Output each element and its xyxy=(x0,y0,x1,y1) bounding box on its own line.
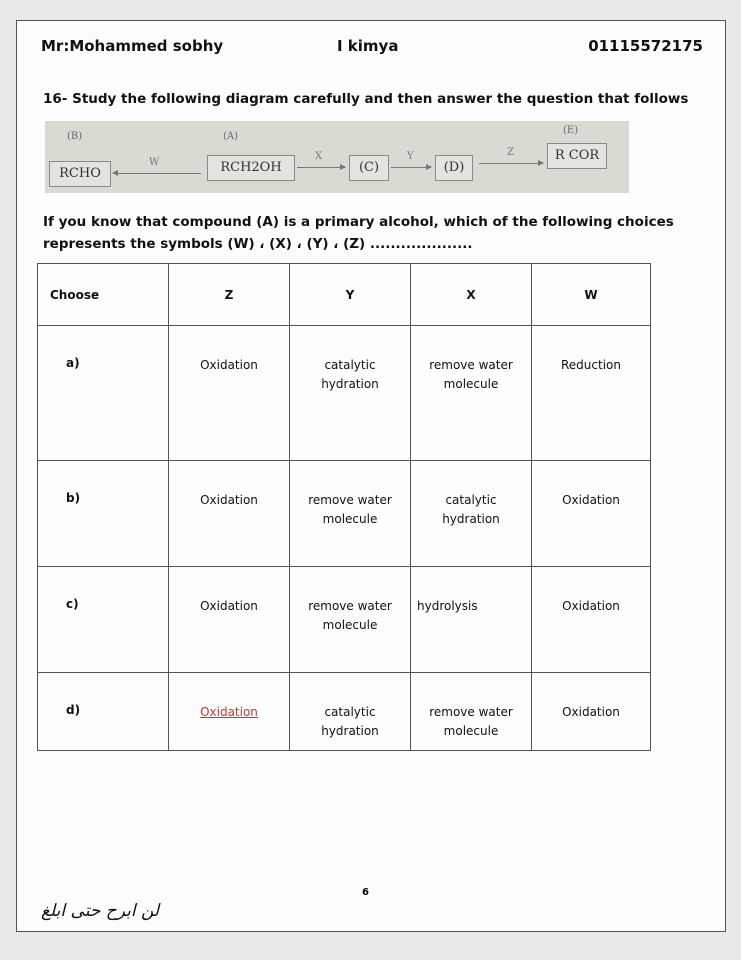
diagram-arrow-y xyxy=(391,167,431,168)
diagram-label-e: (E) xyxy=(563,125,579,136)
header-w: W xyxy=(532,264,651,326)
header-x: X xyxy=(411,264,532,326)
diagram-box-a: RCH2OH xyxy=(207,155,295,181)
choice-y-line2: hydration xyxy=(321,724,379,738)
choice-w: Oxidation xyxy=(562,705,620,719)
diagram-arrow-x xyxy=(297,167,345,168)
choice-x-line1: hydrolysis xyxy=(417,599,478,613)
choice-y-line2: molecule xyxy=(322,512,378,526)
question-statement-line-1: If you know that compound (A) is a primary alcohol, which of the following choices xyxy=(43,214,674,230)
choice-row-c[interactable] xyxy=(38,567,651,673)
choice-w: Reduction xyxy=(561,358,621,372)
choice-x-line2: hydration xyxy=(442,512,500,526)
diagram-label-b: (B) xyxy=(67,131,83,142)
worksheet-page xyxy=(16,20,726,932)
phone-number: 01115572175 xyxy=(588,37,703,55)
header-z: Z xyxy=(169,264,290,326)
choice-x-line2: molecule xyxy=(443,377,499,391)
diagram-arrow-y-label: Y xyxy=(407,151,414,162)
signature-text: لن ابرح حتى ابلغ xyxy=(41,901,160,921)
choice-label: d) xyxy=(38,673,169,751)
diagram-box-d: (D) xyxy=(435,155,473,181)
table-header-row xyxy=(38,264,651,326)
choice-y-line1: catalytic xyxy=(324,358,376,372)
diagram-arrow-w-label: W xyxy=(149,157,160,168)
answer-choices-table xyxy=(37,263,651,751)
question-statement xyxy=(43,211,683,255)
choice-label: c) xyxy=(38,567,169,673)
choice-w: Oxidation xyxy=(562,599,620,613)
question-text: 16- Study the following diagram carefully and then answer the question that follows xyxy=(43,91,689,107)
choice-x-line1: catalytic xyxy=(445,493,497,507)
choice-z: Oxidation xyxy=(200,493,258,507)
choice-z: Oxidation xyxy=(200,358,258,372)
subject-title: I kimya xyxy=(337,37,399,55)
diagram-arrow-z-label: Z xyxy=(507,147,514,158)
page-number: 6 xyxy=(362,887,369,898)
diagram-label-a: (A) xyxy=(223,131,239,142)
teacher-name: Mr:Mohammed sobhy xyxy=(41,37,224,55)
choice-y-line1: remove water xyxy=(308,493,392,507)
choice-row-b[interactable] xyxy=(38,461,651,567)
choice-x-line2: molecule xyxy=(443,724,499,738)
choice-w: Oxidation xyxy=(562,493,620,507)
diagram-arrow-z xyxy=(479,163,543,164)
choice-label: a) xyxy=(38,326,169,461)
choice-x-line1: remove water xyxy=(429,358,513,372)
choice-z: Oxidation xyxy=(200,599,258,613)
choice-y-line2: molecule xyxy=(322,618,378,632)
diagram-arrow-w xyxy=(113,173,201,174)
choice-x-line1: remove water xyxy=(429,705,513,719)
header-y: Y xyxy=(290,264,411,326)
choice-row-d[interactable] xyxy=(38,673,651,751)
choice-y-line2: hydration xyxy=(321,377,379,391)
choice-y-line1: remove water xyxy=(308,599,392,613)
diagram-arrow-x-label: X xyxy=(315,151,323,162)
header-choose: Choose xyxy=(38,264,169,326)
question-statement-line-2: represents the symbols (W) ، (X) ، (Y) ، (Z) .................... xyxy=(43,236,473,252)
diagram-box-b: RCHO xyxy=(49,161,111,187)
choice-y-line1: catalytic xyxy=(324,705,376,719)
diagram-box-c: (C) xyxy=(349,155,389,181)
choice-z: Oxidation xyxy=(200,705,258,719)
choice-row-a[interactable] xyxy=(38,326,651,461)
diagram-box-e: R COR xyxy=(547,143,607,169)
choice-label: b) xyxy=(38,461,169,567)
reaction-diagram xyxy=(45,121,629,193)
